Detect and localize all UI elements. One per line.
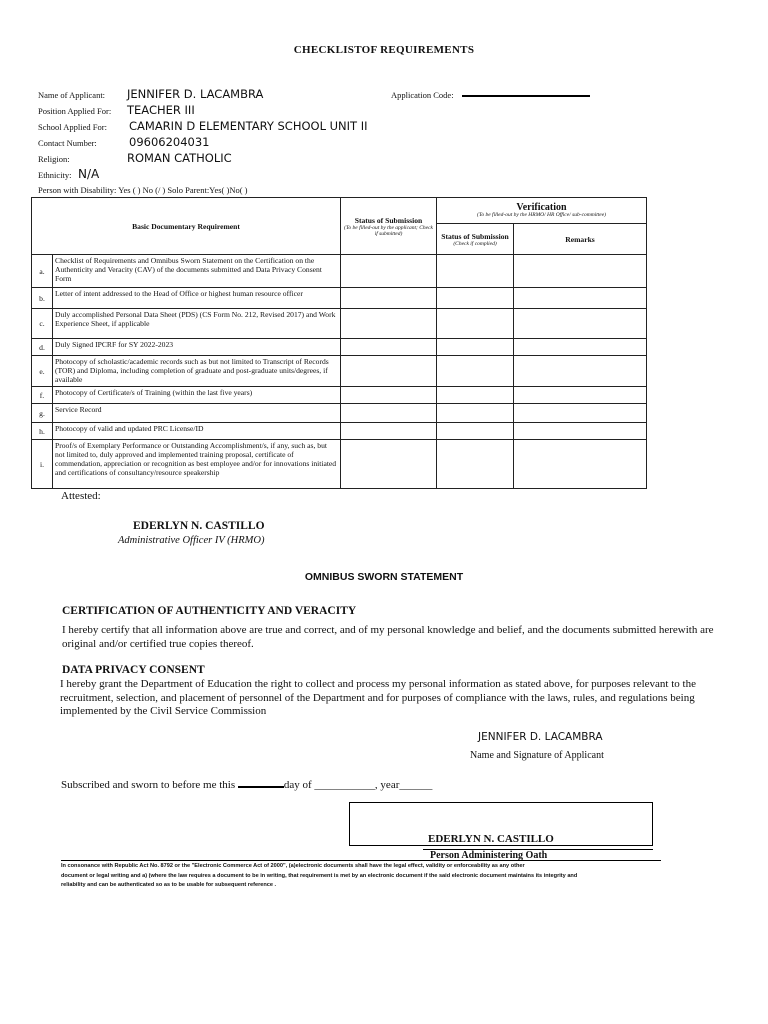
status-cell[interactable] — [341, 387, 437, 404]
omnibus-title: OMNIBUS SWORN STATEMENT — [304, 571, 464, 583]
school-value: CAMARIN D ELEMENTARY SCHOOL UNIT II — [129, 119, 368, 133]
col-header-verification-note: (To be filled-out by the HRMO/ HR Office/ sub-committee) — [476, 212, 607, 218]
footnote-line-2: document or legal writing and a) (where the law requires a document to be in writing, that requirement is met by an electronic document if the said electronic document maintains its integrity and — [61, 873, 578, 879]
hrmo-title: Administrative Officer IV (HRMO) — [118, 535, 265, 546]
religion-label: Religion: — [38, 154, 70, 164]
day-blank — [238, 786, 284, 788]
dpc-text: I hereby grant the Department of Education the right to collect and process my personal information as stated above, for purposes relevant to the recruitment, selection, and placement of personnel of the Department and for purposes of compliance with the laws, rules, and regulations being implemented by the Civil Service Commission — [60, 678, 696, 717]
status-cell[interactable] — [341, 309, 437, 339]
col-header-ver-status: Status of Submission (Check if complied) — [437, 224, 514, 255]
table-row: b. Letter of intent addressed to the Head of Office or highest human resource officer — [32, 288, 647, 309]
table-row: i. Proof/s of Exemplary Performance or Outstanding Accomplishment/s, if any, such as, but not limited to, duly approved and implemented training proposal, certificate of commendation, appreciation or recognition as best employee and/or for innovations initiated and certifications of consultancy/resource speakership — [32, 440, 647, 489]
table-row: c. Duly accomplished Personal Data Sheet (PDS) (CS Form No. 212, Revised 2017) and Work Experience Sheet, if applicable — [32, 309, 647, 339]
status-cell[interactable] — [341, 440, 437, 489]
application-code-line — [462, 95, 590, 97]
table-row: a. Checklist of Requirements and Omnibus Sworn Statement on the Certification on the Authenticity and Veracity (CAV) of the documents submitted and Data Privacy Consent Form — [32, 255, 647, 288]
subscribed-line: Subscribed and sworn to before me this day of ___________, year______ — [61, 779, 433, 791]
status-cell[interactable] — [341, 288, 437, 309]
table-row: e. Photocopy of scholastic/academic records such as but not limited to Transcript of Records (TOR) and Diploma, including completion of graduate and post-graduate units/degrees, if available — [32, 356, 647, 387]
applicant-name-value: JENNIFER D. LACAMBRA — [127, 87, 264, 101]
dpc-heading: DATA PRIVACY CONSENT — [62, 664, 205, 676]
requirements-table — [31, 197, 647, 489]
col-header-status-note: (To be filled-out by the applicant; Check if submitted) — [344, 224, 433, 237]
position-value: TEACHER III — [127, 103, 195, 117]
religion-value: ROMAN CATHOLIC — [127, 151, 232, 165]
oath-caption: Person Administering Oath — [430, 850, 548, 861]
cav-text: I hereby certify that all information above are true and correct, and of my personal knowledge and belief, and the documents submitted herewith are original and/or certified true copies thereof. — [62, 624, 714, 650]
table-row: d. Duly Signed IPCRF for SY 2022-2023 — [32, 339, 647, 356]
page-title: CHECKLISTOF REQUIREMENTS — [293, 44, 475, 56]
cav-heading: CERTIFICATION OF AUTHENTICITY AND VERACITY — [62, 605, 357, 617]
footnote-line-1: In consonance with Republic Act No. 8792 or the "Electronic Commerce Act of 2000", (a)electronic documents shall have the legal effect, validity or enforceability as any other — [61, 863, 525, 869]
contact-value: 09606204031 — [129, 135, 210, 149]
status-cell[interactable] — [341, 404, 437, 423]
contact-label: Contact Number: — [38, 138, 97, 148]
col-header-status: Status of Submission (To be filled-out by the applicant; Check if submitted) — [341, 198, 437, 255]
status-cell[interactable] — [341, 423, 437, 440]
school-label: School Applied For: — [38, 122, 107, 132]
ethnicity-value: N/A — [78, 167, 100, 181]
ethnicity-label: Ethnicity: — [38, 170, 72, 180]
col-header-verification: Verification (To be filled-out by the HRMO/ HR Office/ sub-committee) — [437, 198, 647, 224]
position-label: Position Applied For: — [38, 106, 112, 116]
attested-label: Attested: — [61, 490, 101, 502]
table-row: h. Photocopy of valid and updated PRC License/ID — [32, 423, 647, 440]
footnote-line-3: reliability and can be authenticated so as to be usable for subsequent reference . — [61, 882, 277, 888]
application-code-label: Application Code: — [391, 90, 454, 100]
status-cell[interactable] — [341, 356, 437, 387]
pwd-solo-parent-line: Person with Disability: Yes ( ) No (/ ) Solo Parent:Yes( )No( ) — [38, 185, 248, 195]
footnote-divider — [61, 860, 661, 861]
applicant-signature-caption: Name and Signature of Applicant — [470, 750, 604, 761]
table-row: g. Service Record — [32, 404, 647, 423]
status-cell[interactable] — [341, 339, 437, 356]
oath-name: EDERLYN N. CASTILLO — [428, 833, 554, 845]
col-header-requirement: Basic Documentary Requirement — [32, 198, 341, 255]
applicant-name-label: Name of Applicant: — [38, 90, 106, 100]
table-row: f. Photocopy of Certificate/s of Training (within the last five years) — [32, 387, 647, 404]
applicant-signature-name: JENNIFER D. LACAMBRA — [478, 731, 603, 743]
status-cell[interactable] — [341, 255, 437, 288]
hrmo-name: EDERLYN N. CASTILLO — [133, 520, 265, 532]
col-header-remarks: Remarks — [514, 224, 647, 255]
